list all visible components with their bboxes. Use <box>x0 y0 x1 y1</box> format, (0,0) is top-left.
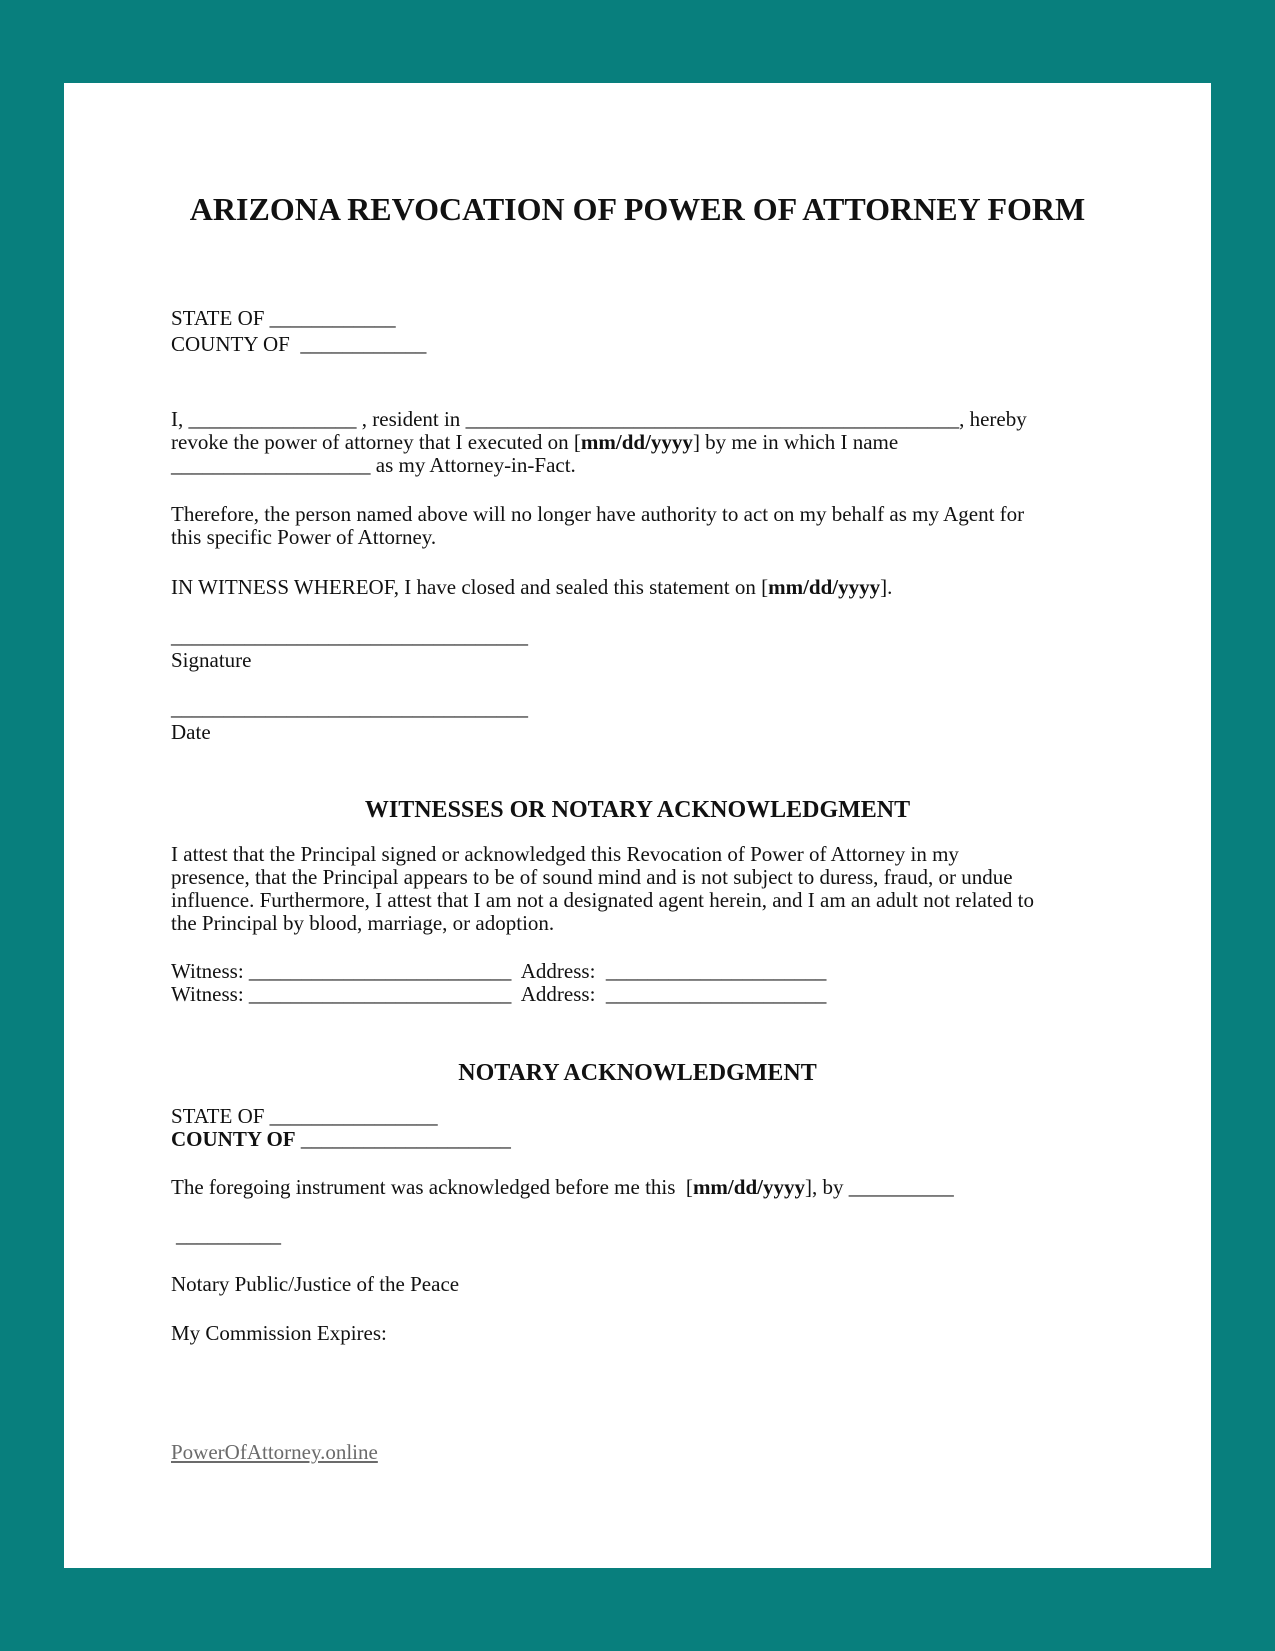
document-page <box>64 83 1211 1568</box>
attest-line-2: presence, that the Principal appears to be of sound mind and is not subject to duress, fraud, or undue <box>171 865 1013 889</box>
attest-line-3: influence. Furthermore, I attest that I am not a designated agent herein, and I am an adult not related to <box>171 888 1035 912</box>
county-label: COUNTY OF <box>171 332 290 356</box>
document-title: ARIZONA REVOCATION OF POWER OF ATTORNEY FORM <box>189 191 1086 227</box>
notary-title: Notary Public/Justice of the Peace <box>171 1272 460 1296</box>
sealed-date-placeholder[interactable]: mm/dd/yyyy <box>768 575 881 599</box>
commission-expires: My Commission Expires: <box>171 1321 387 1345</box>
witness-blank[interactable]: _________________________ <box>248 959 512 983</box>
footer-link[interactable]: PowerOfAttorney.online <box>171 1440 378 1464</box>
therefore-line-2: this specific Power of Attorney. <box>171 525 437 549</box>
witness-whereof-suffix: ]. <box>880 575 893 599</box>
witness-label: Witness: <box>171 959 244 983</box>
revocation-prefix: I, <box>171 407 184 431</box>
acknowledged-by-blank[interactable]: __________ <box>848 1175 954 1199</box>
therefore-line-1: Therefore, the person named above will no longer have authority to act on my behalf as my Agent for <box>171 502 1025 526</box>
address-label: Address: <box>520 959 596 983</box>
witnesses-heading: WITNESSES OR NOTARY ACKNOWLEDGMENT <box>364 797 911 823</box>
acknowledged-date-placeholder[interactable]: mm/dd/yyyy <box>692 1175 805 1199</box>
acknowledged-line <box>171 1177 954 1198</box>
state-blank[interactable]: ____________ <box>269 306 396 330</box>
address-blank[interactable]: _____________________ <box>605 982 827 1006</box>
witness-row <box>171 961 826 982</box>
date-line[interactable]: __________________________________ <box>171 696 528 720</box>
state-label: STATE OF <box>171 306 265 330</box>
notary-state-blank[interactable]: ________________ <box>269 1104 438 1128</box>
principal-name-blank[interactable]: ________________ <box>188 407 357 431</box>
attorney-name-blank[interactable]: ___________________ <box>171 453 371 477</box>
revocation-line-2-prefix: revoke the power of attorney that I executed on [ <box>171 430 581 454</box>
attest-line-1: I attest that the Principal signed or acknowledged this Revocation of Power of Attorney in my <box>171 842 959 866</box>
acknowledged-by-text: ], by <box>804 1175 844 1199</box>
acknowledged-prefix: The foregoing instrument was acknowledged before me this [ <box>171 1175 693 1199</box>
resident-in-text: , resident in <box>361 407 461 431</box>
revocation-line-2 <box>171 432 898 453</box>
county-blank[interactable]: ____________ <box>300 332 427 356</box>
hereby-text: , hereby <box>959 407 1027 431</box>
attorney-in-fact-text: as my Attorney-in-Fact. <box>375 453 576 477</box>
notary-state-line <box>171 1106 438 1127</box>
notary-heading: NOTARY ACKNOWLEDGMENT <box>458 1060 817 1086</box>
witness-whereof-prefix: IN WITNESS WHEREOF, I have closed and sealed this statement on [ <box>171 575 769 599</box>
address-blank[interactable]: _____________________ <box>605 959 827 983</box>
witness-blank[interactable]: _________________________ <box>248 982 512 1006</box>
revocation-line-2-suffix: ] by me in which I name <box>692 430 899 454</box>
state-line <box>171 308 396 329</box>
notary-state-label: STATE OF <box>171 1104 265 1128</box>
witness-whereof-line <box>171 577 892 598</box>
executed-date-placeholder[interactable]: mm/dd/yyyy <box>580 430 693 454</box>
signature-label: Signature <box>171 648 252 672</box>
notary-county-blank[interactable]: ____________________ <box>300 1127 511 1151</box>
continuation-blank[interactable]: __________ <box>176 1223 281 1247</box>
revocation-line-3 <box>171 455 576 476</box>
witness-label: Witness: <box>171 982 244 1006</box>
county-line <box>171 334 426 355</box>
address-label: Address: <box>520 982 596 1006</box>
signature-line[interactable]: __________________________________ <box>171 624 528 648</box>
notary-county-label: COUNTY OF <box>171 1127 296 1151</box>
revocation-line-1 <box>171 409 1027 430</box>
attest-line-4: the Principal by blood, marriage, or adoption. <box>171 911 555 935</box>
witness-row <box>171 984 826 1005</box>
date-label: Date <box>171 720 211 744</box>
notary-county-line <box>171 1129 511 1150</box>
residence-blank[interactable]: _______________________________________________ <box>465 407 960 431</box>
